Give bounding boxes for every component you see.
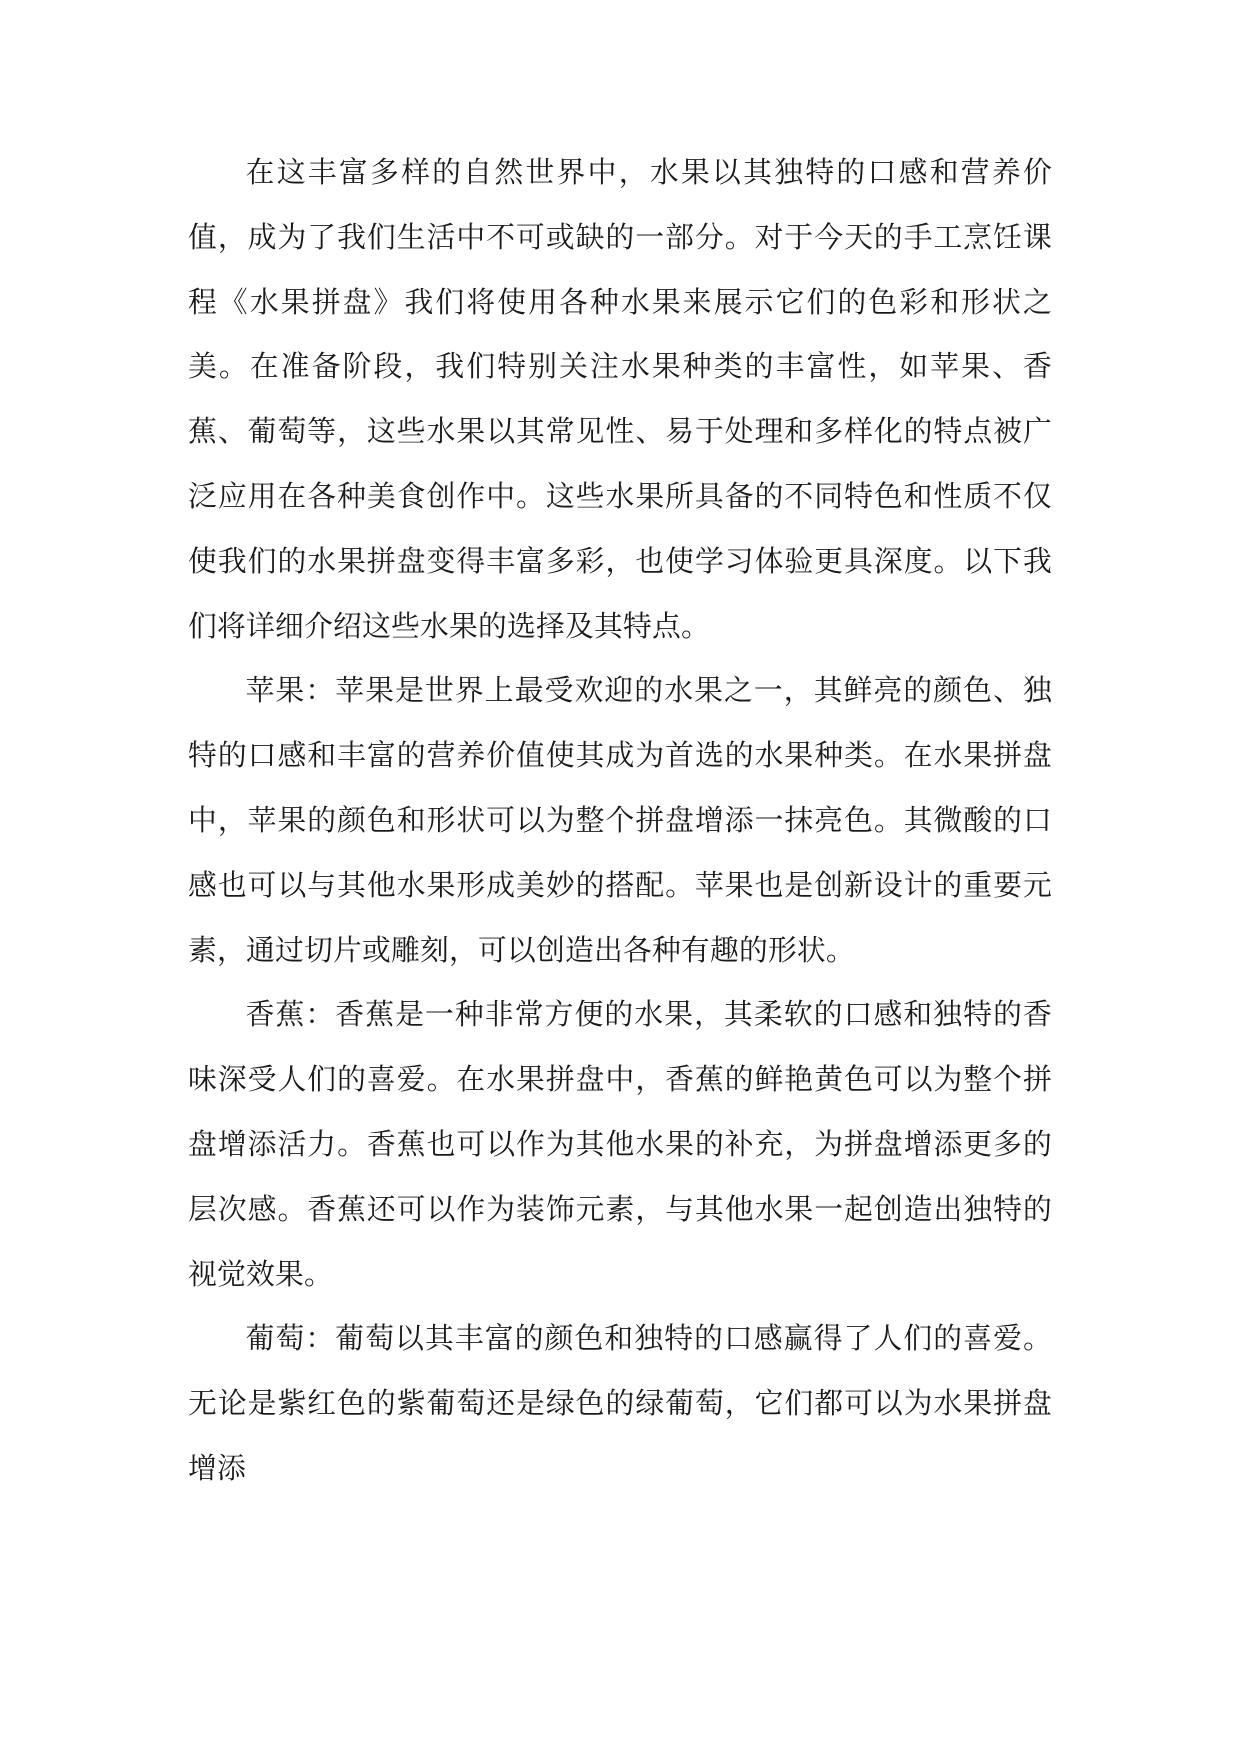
document-body xyxy=(188,140,1052,1501)
paragraph-apple: 苹果：苹果是世界上最受欢迎的水果之一，其鲜亮的颜色、独特的口感和丰富的营养价值使其成为首选的水果种类。在水果拼盘中，苹果的颜色和形状可以为整个拼盘增添一抹亮色。其微酸的口感也可以与其他水果形成美妙的搭配。苹果也是创新设计的重要元素，通过切片或雕刻，可以创造出各种有趣的形状。 xyxy=(188,673,1052,967)
paragraph-grape: 葡萄：葡萄以其丰富的颜色和独特的口感赢得了人们的喜爱。无论是紫红色的紫葡萄还是绿色的绿葡萄，它们都可以为水果拼盘增添 xyxy=(188,1321,1052,1485)
paragraph-intro: 在这丰富多样的自然世界中，水果以其独特的口感和营养价值，成为了我们生活中不可或缺的一部分。对于今天的手工烹饪课程《水果拼盘》我们将使用各种水果来展示它们的色彩和形状之美。在准备阶段，我们特别关注水果种类的丰富性，如苹果、香蕉、葡萄等，这些水果以其常见性、易于处理和多样化的特点被广泛应用在各种美食创作中。这些水果所具备的不同特色和性质不仅使我们的水果拼盘变得丰富多彩，也使学习体验更具深度。以下我们将详细介绍这些水果的选择及其特点。 xyxy=(188,155,1052,643)
paragraph-banana: 香蕉：香蕉是一种非常方便的水果，其柔软的口感和独特的香味深受人们的喜爱。在水果拼盘中，香蕉的鲜艳黄色可以为整个拼盘增添活力。香蕉也可以作为其他水果的补充，为拼盘增添更多的层次感。香蕉还可以作为装饰元素，与其他水果一起创造出独特的视觉效果。 xyxy=(188,997,1052,1291)
